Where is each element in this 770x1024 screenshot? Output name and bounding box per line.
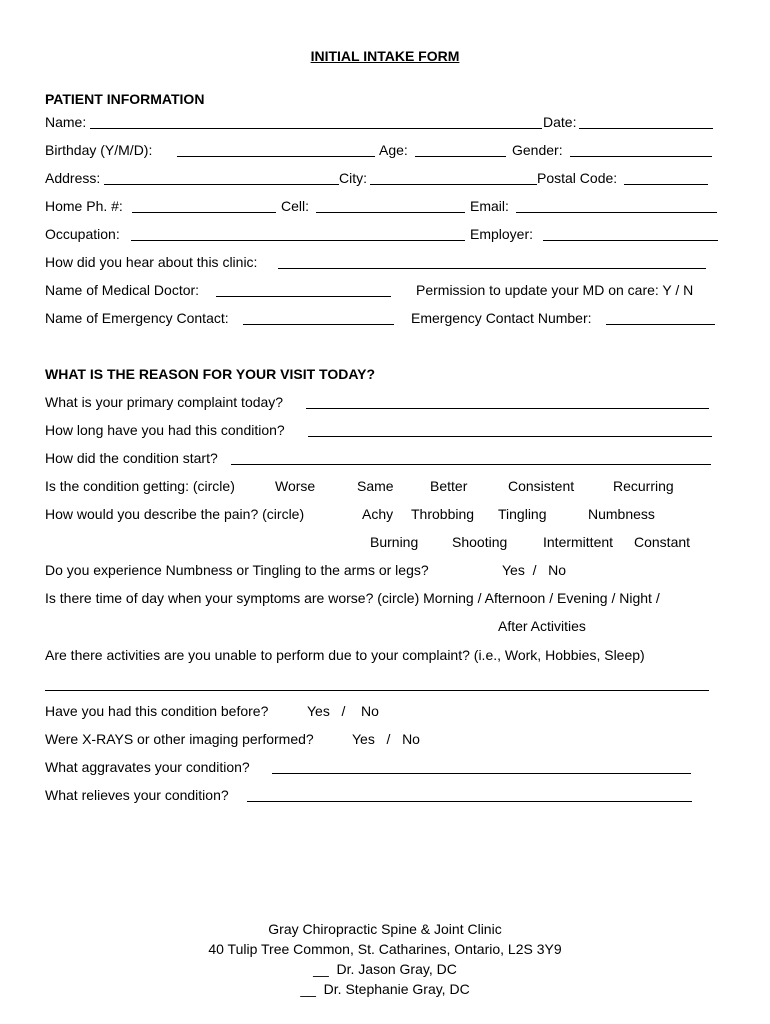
- gender-field[interactable]: [570, 156, 712, 157]
- doctor-stephanie-option[interactable]: __ Dr. Stephanie Gray, DC: [300, 981, 470, 997]
- clinic-address: 40 Tulip Tree Common, St. Catharines, Ontario, L2S 3Y9: [208, 941, 562, 957]
- form-title: INITIAL INTAKE FORM: [310, 48, 460, 64]
- emergency-contact-label: Name of Emergency Contact:: [45, 310, 229, 326]
- date-label: Date:: [543, 114, 577, 130]
- condition-start-field[interactable]: [231, 464, 711, 465]
- option-intermittent[interactable]: Intermittent: [543, 534, 614, 550]
- condition-before-yes-no[interactable]: Yes / No: [307, 703, 379, 719]
- primary-complaint-field[interactable]: [306, 408, 709, 409]
- city-field[interactable]: [370, 184, 537, 185]
- option-achy[interactable]: Achy: [362, 506, 394, 522]
- option-tingling[interactable]: Tingling: [498, 506, 547, 522]
- visit-heading: WHAT IS THE REASON FOR YOUR VISIT TODAY?: [45, 366, 376, 382]
- option-after-activities[interactable]: After Activities: [498, 618, 586, 634]
- option-recurring[interactable]: Recurring: [613, 478, 674, 494]
- occupation-label: Occupation:: [45, 226, 120, 242]
- email-label: Email:: [470, 198, 509, 214]
- emergency-number-field[interactable]: [606, 324, 715, 325]
- email-field[interactable]: [516, 212, 717, 213]
- option-better[interactable]: Better: [430, 478, 468, 494]
- numbness-yes-no[interactable]: Yes / No: [502, 562, 567, 578]
- gender-label: Gender:: [512, 142, 563, 158]
- relieves-field[interactable]: [247, 801, 692, 802]
- postal-code-field[interactable]: [624, 184, 708, 185]
- age-field[interactable]: [415, 156, 506, 157]
- option-burning[interactable]: Burning: [370, 534, 419, 550]
- emergency-contact-field[interactable]: [243, 324, 394, 325]
- xrays-yes-no[interactable]: Yes / No: [352, 731, 420, 747]
- address-field[interactable]: [104, 184, 339, 185]
- how-long-field[interactable]: [308, 436, 712, 437]
- city-label: City:: [339, 170, 367, 186]
- home-phone-field[interactable]: [132, 212, 276, 213]
- option-consistent[interactable]: Consistent: [508, 478, 575, 494]
- condition-start-label: How did the condition start?: [45, 450, 218, 466]
- numbness-question: Do you experience Numbness or Tingling to the arms or legs?: [45, 562, 429, 578]
- option-same[interactable]: Same: [357, 478, 394, 494]
- address-label: Address:: [45, 170, 101, 186]
- xrays-question: Were X-RAYS or other imaging performed?: [45, 731, 314, 747]
- how-long-label: How long have you had this condition?: [45, 422, 285, 438]
- option-throbbing[interactable]: Throbbing: [411, 506, 475, 522]
- occupation-field[interactable]: [131, 240, 465, 241]
- cell-label: Cell:: [281, 198, 310, 214]
- home-phone-label: Home Ph. #:: [45, 198, 123, 214]
- employer-field[interactable]: [543, 240, 718, 241]
- employer-label: Employer:: [470, 226, 534, 242]
- hear-about-label: How did you hear about this clinic:: [45, 254, 258, 270]
- hear-about-field[interactable]: [278, 268, 706, 269]
- date-field[interactable]: [579, 128, 713, 129]
- primary-complaint-label: What is your primary complaint today?: [45, 394, 284, 410]
- time-of-day-question[interactable]: Is there time of day when your symptoms are worse? (circle) Morning / Afternoon / Evening / Night /: [45, 590, 660, 606]
- pain-describe-label: How would you describe the pain? (circle): [45, 506, 305, 522]
- age-label: Age:: [379, 142, 408, 158]
- medical-doctor-field[interactable]: [216, 296, 391, 297]
- activities-question: Are there activities are you unable to perform due to your complaint? (i.e., Work, Hobbies, Sleep): [45, 647, 645, 663]
- emergency-number-label: Emergency Contact Number:: [411, 310, 592, 326]
- aggravates-field[interactable]: [272, 773, 691, 774]
- cell-field[interactable]: [316, 212, 465, 213]
- postal-code-label: Postal Code:: [537, 170, 618, 186]
- patient-info-heading: PATIENT INFORMATION: [45, 91, 205, 107]
- option-numbness[interactable]: Numbness: [588, 506, 655, 522]
- option-constant[interactable]: Constant: [634, 534, 691, 550]
- relieves-label: What relieves your condition?: [45, 787, 229, 803]
- permission-label[interactable]: Permission to update your MD on care: Y / N: [416, 282, 694, 298]
- birthday-label: Birthday (Y/M/D):: [45, 142, 153, 158]
- name-field[interactable]: [90, 128, 542, 129]
- aggravates-label: What aggravates your condition?: [45, 759, 250, 775]
- doctor-jason-option[interactable]: __ Dr. Jason Gray, DC: [313, 961, 457, 977]
- activities-field[interactable]: [45, 690, 709, 691]
- name-label: Name:: [45, 114, 87, 130]
- condition-before-question: Have you had this condition before?: [45, 703, 269, 719]
- medical-doctor-label: Name of Medical Doctor:: [45, 282, 200, 298]
- condition-getting-label: Is the condition getting: (circle): [45, 478, 235, 494]
- birthday-field[interactable]: [177, 156, 375, 157]
- clinic-name: Gray Chiropractic Spine & Joint Clinic: [268, 921, 502, 937]
- option-worse[interactable]: Worse: [275, 478, 316, 494]
- option-shooting[interactable]: Shooting: [452, 534, 508, 550]
